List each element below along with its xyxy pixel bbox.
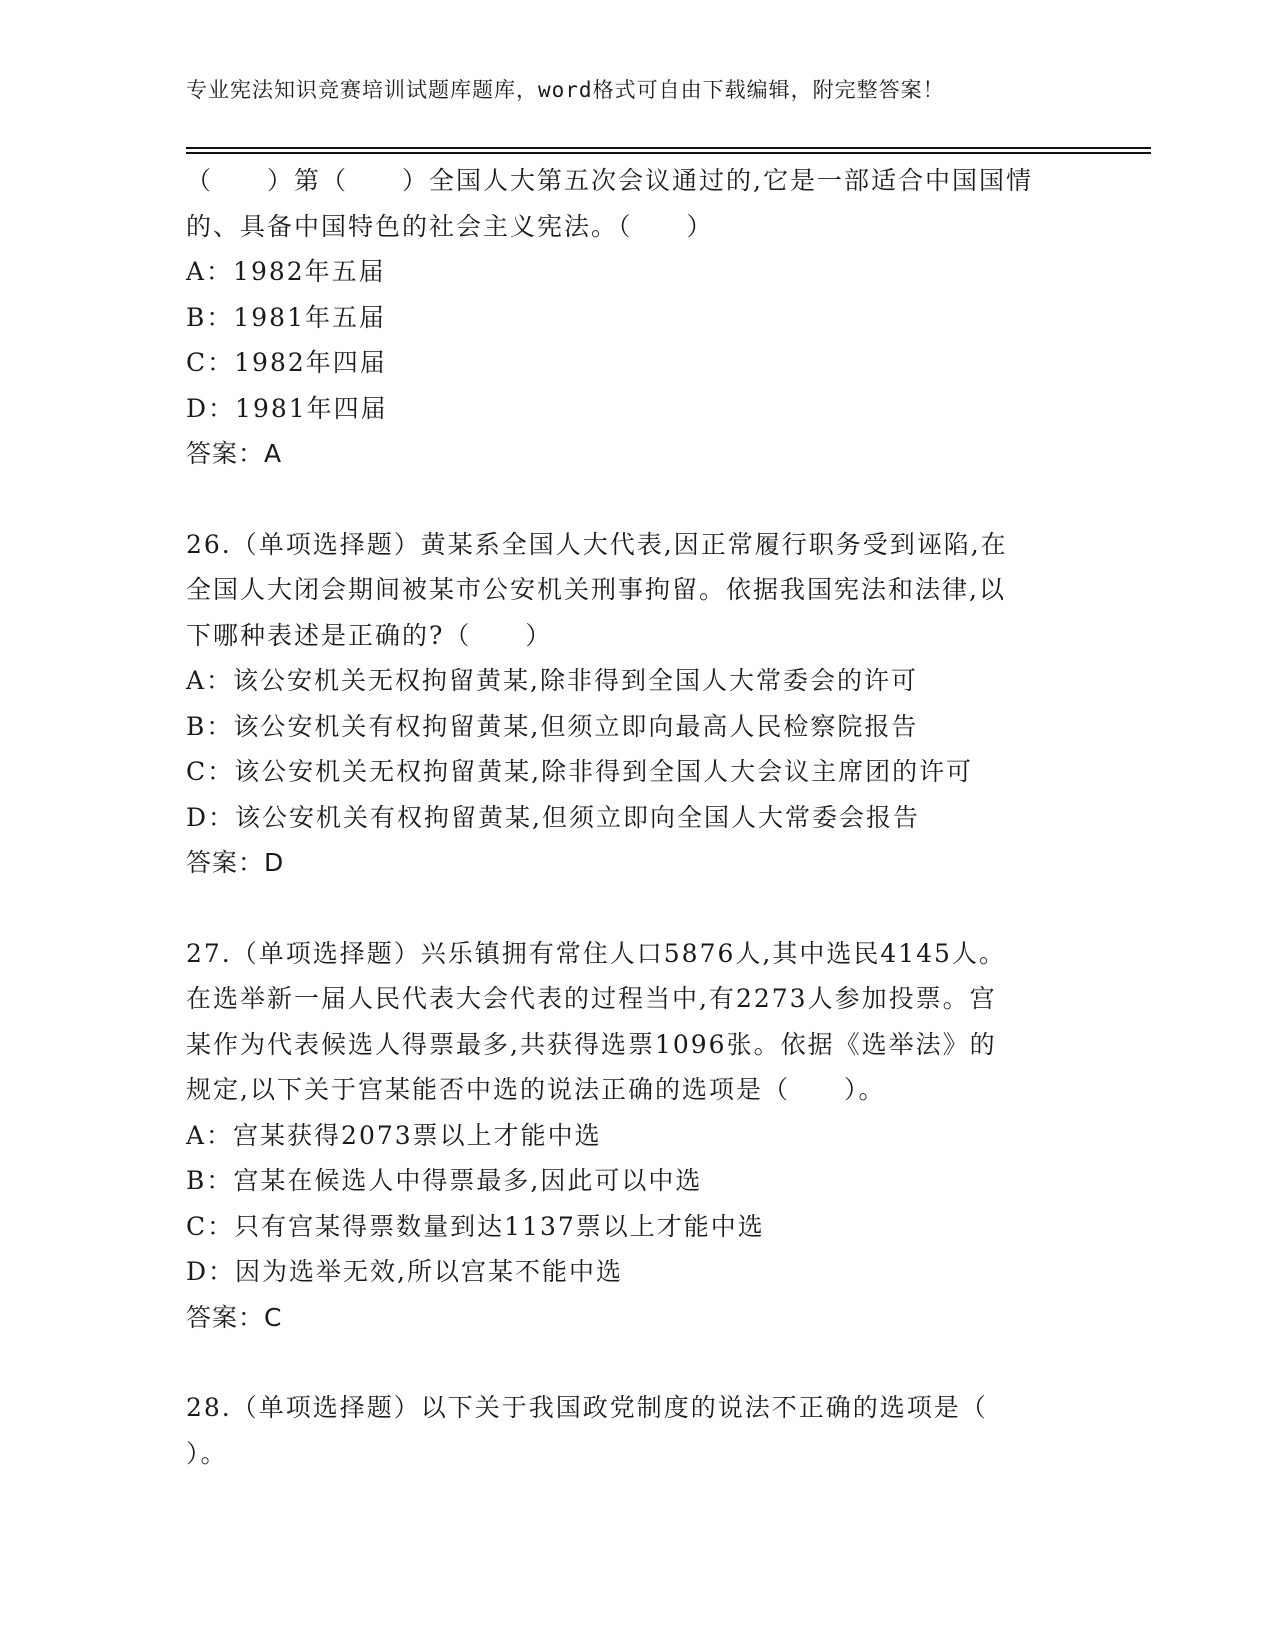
question-stem-line: 在选举新一届人民代表大会代表的过程当中,有2273人参加投票。宫	[186, 984, 997, 1013]
option-b: B：1981年五届	[186, 302, 386, 332]
option-c: C：1982年四届	[186, 348, 387, 377]
question-stem-line: 下哪种表述是正确的?（ ）	[186, 620, 553, 650]
question-stem-line: 27.（单项选择题）兴乐镇拥有常住人口5876人,其中选民4145人。	[186, 938, 1006, 968]
option-c: C：该公安机关无权拘留黄某,除非得到全国人大会议主席团的许可	[186, 757, 974, 786]
question-stem-line: 的、具备中国特色的社会主义宪法。（ ）	[186, 211, 714, 241]
question-25	[186, 158, 1086, 477]
option-d: D：该公安机关有权拘留黄某,但须立即向全国人大常委会报告	[186, 802, 920, 832]
option-b: B：该公安机关有权拘留黄某,但须立即向最高人民检察院报告	[186, 711, 919, 741]
page-header: 专业宪法知识竞赛培训试题库题库，word格式可自由下载编辑，附完整答案！	[186, 78, 945, 102]
question-stem-line: （ ）第（ ）全国人大第五次会议通过的,它是一部适合中国国情	[186, 166, 1033, 195]
answer: 答案：A	[186, 439, 283, 468]
option-d: D：因为选举无效,所以宫某不能中选	[186, 1257, 623, 1286]
header-rule-top	[186, 147, 1151, 149]
header-rule-bottom	[186, 152, 1151, 154]
question-stem-line: 28.（单项选择题）以下关于我国政党制度的说法不正确的选项是（	[186, 1393, 988, 1422]
question-28	[186, 1385, 1086, 1476]
question-stem-line: 某作为代表候选人得票最多,共获得选票1096张。依据《选举法》的	[186, 1029, 997, 1059]
question-list	[186, 158, 1086, 1476]
option-a: A：宫某获得2073票以上才能中选	[186, 1120, 602, 1150]
option-b: B：宫某在候选人中得票最多,因此可以中选	[186, 1166, 703, 1195]
question-27	[186, 931, 1086, 1341]
question-stem-line: ）。	[186, 1438, 228, 1468]
option-a: A：1982年五届	[186, 257, 386, 286]
option-c: C：只有宫某得票数量到达1137票以上才能中选	[186, 1211, 765, 1241]
question-26	[186, 522, 1086, 886]
spacer	[186, 1340, 1086, 1385]
answer: 答案：D	[186, 848, 285, 877]
answer: 答案：C	[186, 1302, 283, 1332]
option-a: A：该公安机关无权拘留黄某,除非得到全国人大常委会的许可	[186, 666, 919, 695]
question-stem-line: 全国人大闭会期间被某市公安机关刑事拘留。依据我国宪法和法律,以	[186, 575, 1006, 604]
option-d: D：1981年四届	[186, 393, 388, 423]
spacer	[186, 886, 1086, 931]
question-stem-line: 26.（单项选择题）黄某系全国人大代表,因正常履行职务受到诬陷,在	[186, 529, 1008, 559]
spacer	[186, 477, 1086, 522]
question-stem-line: 规定,以下关于宫某能否中选的说法正确的选项是（ ）。	[186, 1075, 886, 1104]
